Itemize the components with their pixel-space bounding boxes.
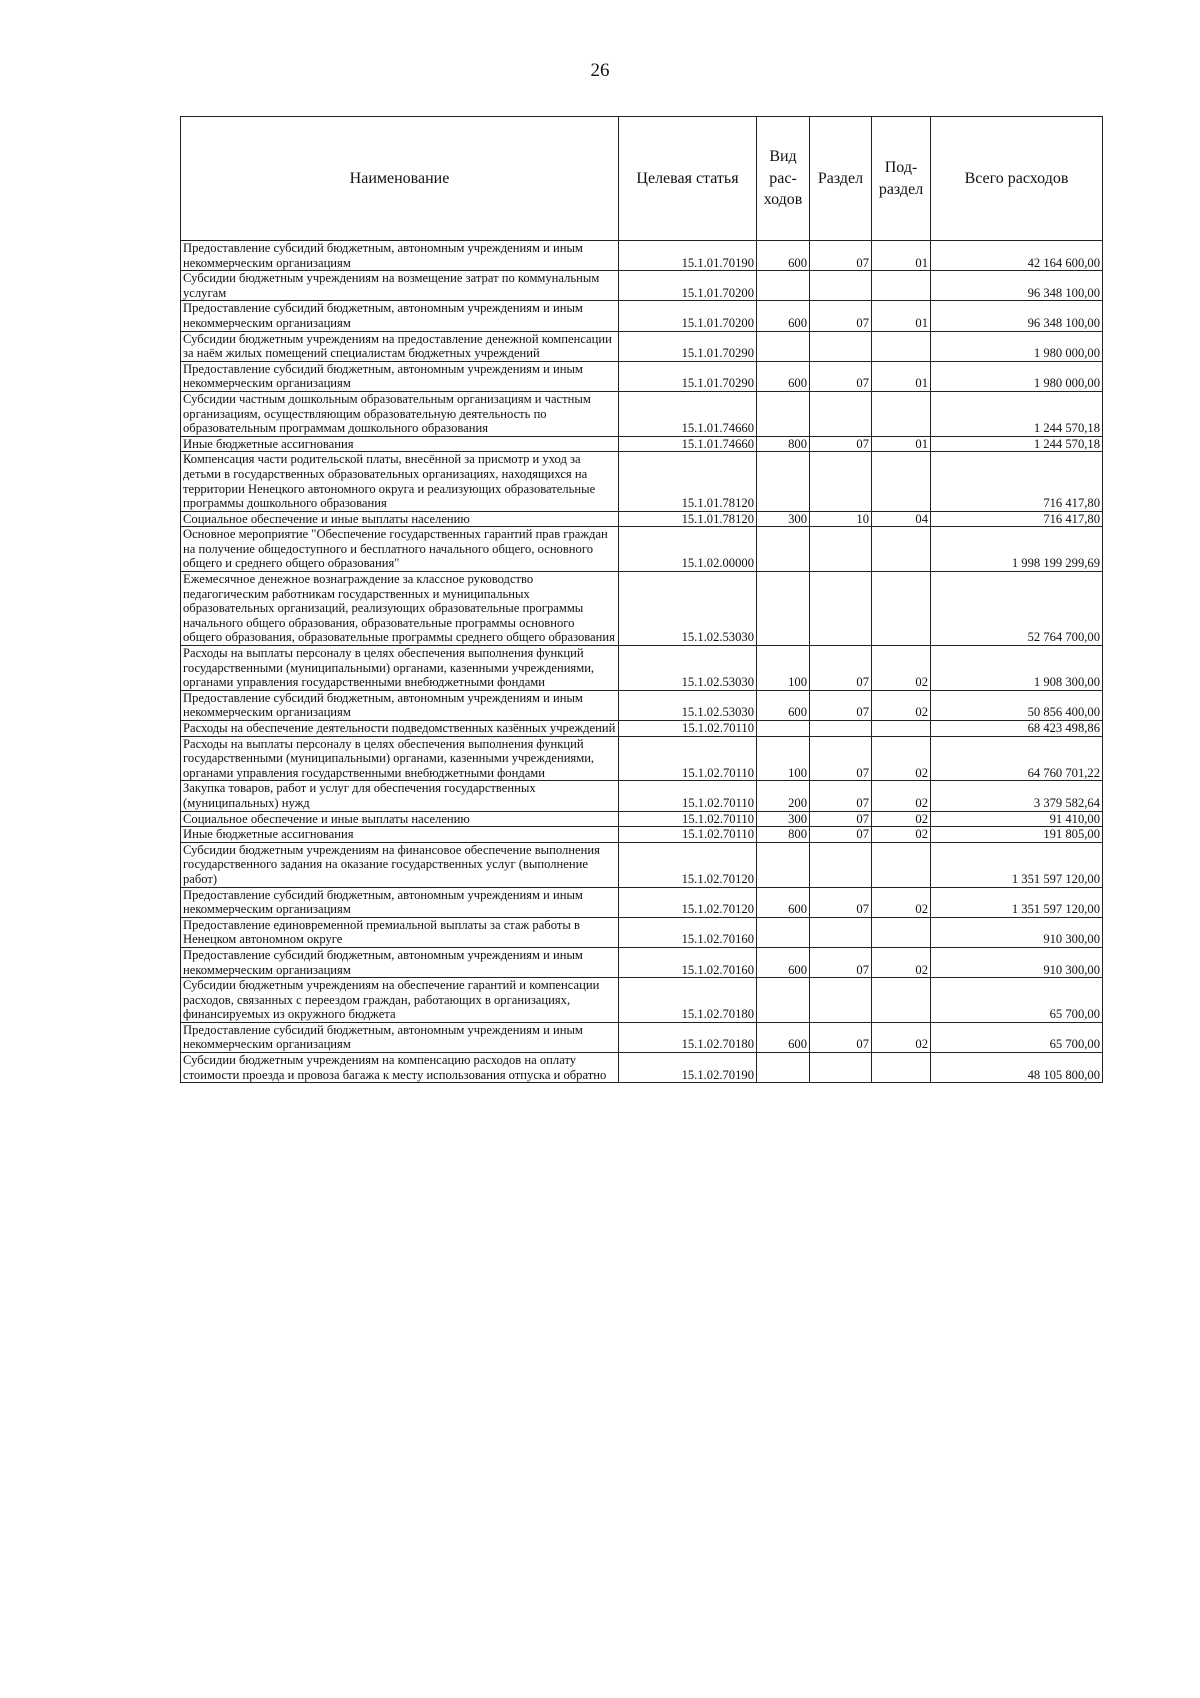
cell-target-code: 15.1.01.78120 bbox=[619, 452, 757, 511]
table-row bbox=[181, 452, 1103, 511]
cell-expense-type bbox=[757, 572, 810, 646]
table-row bbox=[181, 917, 1103, 947]
cell-name: Предоставление субсидий бюджетным, автономным учреждениям и иным некоммерческим организациям bbox=[181, 947, 619, 977]
table-row bbox=[181, 736, 1103, 781]
cell-target-code: 15.1.02.53030 bbox=[619, 572, 757, 646]
cell-subsection: 01 bbox=[872, 361, 931, 391]
cell-target-code: 15.1.02.70120 bbox=[619, 842, 757, 887]
cell-total: 1 980 000,00 bbox=[931, 361, 1103, 391]
cell-target-code: 15.1.02.70110 bbox=[619, 781, 757, 811]
cell-total: 42 164 600,00 bbox=[931, 241, 1103, 271]
cell-total: 64 760 701,22 bbox=[931, 736, 1103, 781]
cell-expense-type: 600 bbox=[757, 361, 810, 391]
cell-total: 96 348 100,00 bbox=[931, 271, 1103, 301]
table-row bbox=[181, 241, 1103, 271]
cell-subsection bbox=[872, 917, 931, 947]
cell-target-code: 15.1.02.70180 bbox=[619, 1022, 757, 1052]
table-body bbox=[181, 241, 1103, 1083]
cell-subsection: 02 bbox=[872, 736, 931, 781]
cell-section: 07 bbox=[810, 947, 872, 977]
cell-name: Расходы на выплаты персоналу в целях обеспечения выполнения функций государственными (муниципальными) органами, казенными учреждениями, органами управления государственными внебюджетными фондами bbox=[181, 646, 619, 691]
table-row bbox=[181, 436, 1103, 452]
cell-name: Предоставление субсидий бюджетным, автономным учреждениям и иным некоммерческим организациям bbox=[181, 1022, 619, 1052]
cell-total: 1 351 597 120,00 bbox=[931, 842, 1103, 887]
cell-section: 07 bbox=[810, 436, 872, 452]
cell-total: 1 980 000,00 bbox=[931, 331, 1103, 361]
cell-expense-type: 100 bbox=[757, 646, 810, 691]
cell-subsection bbox=[872, 527, 931, 572]
table-row bbox=[181, 978, 1103, 1023]
cell-target-code: 15.1.02.70110 bbox=[619, 827, 757, 843]
cell-section: 07 bbox=[810, 361, 872, 391]
cell-total: 716 417,80 bbox=[931, 452, 1103, 511]
cell-name: Социальное обеспечение и иные выплаты населению bbox=[181, 811, 619, 827]
cell-total: 716 417,80 bbox=[931, 511, 1103, 527]
cell-expense-type: 800 bbox=[757, 436, 810, 452]
cell-subsection: 01 bbox=[872, 301, 931, 331]
table-row bbox=[181, 887, 1103, 917]
cell-section: 07 bbox=[810, 1022, 872, 1052]
cell-subsection bbox=[872, 391, 931, 436]
table-row bbox=[181, 361, 1103, 391]
cell-total: 68 423 498,86 bbox=[931, 721, 1103, 737]
cell-total: 1 244 570,18 bbox=[931, 391, 1103, 436]
cell-name: Расходы на выплаты персоналу в целях обеспечения выполнения функций государственными (муниципальными) органами, казенными учреждениями, органами управления государственными внебюджетными фондами bbox=[181, 736, 619, 781]
cell-name: Закупка товаров, работ и услуг для обеспечения государственных (муниципальных) нужд bbox=[181, 781, 619, 811]
cell-total: 910 300,00 bbox=[931, 917, 1103, 947]
cell-section: 07 bbox=[810, 301, 872, 331]
table-row bbox=[181, 511, 1103, 527]
table-row bbox=[181, 781, 1103, 811]
cell-expense-type bbox=[757, 331, 810, 361]
cell-subsection: 02 bbox=[872, 646, 931, 691]
cell-section bbox=[810, 842, 872, 887]
cell-target-code: 15.1.01.70200 bbox=[619, 301, 757, 331]
cell-name: Основное мероприятие "Обеспечение государственных гарантий прав граждан на получение общедоступного и бесплатного начального общего, основного общего и среднего общего образования" bbox=[181, 527, 619, 572]
table-row bbox=[181, 331, 1103, 361]
cell-subsection: 02 bbox=[872, 887, 931, 917]
cell-target-code: 15.1.01.74660 bbox=[619, 391, 757, 436]
cell-expense-type: 200 bbox=[757, 781, 810, 811]
table-row bbox=[181, 1053, 1103, 1083]
header-subsection: Под- раздел bbox=[872, 117, 931, 241]
cell-subsection bbox=[872, 1053, 931, 1083]
table-row bbox=[181, 527, 1103, 572]
cell-section: 07 bbox=[810, 646, 872, 691]
header-name: Наименование bbox=[181, 117, 619, 241]
cell-subsection: 01 bbox=[872, 241, 931, 271]
cell-expense-type bbox=[757, 271, 810, 301]
table-row bbox=[181, 1022, 1103, 1052]
cell-section bbox=[810, 1053, 872, 1083]
cell-section: 07 bbox=[810, 811, 872, 827]
cell-section bbox=[810, 331, 872, 361]
cell-total: 1 351 597 120,00 bbox=[931, 887, 1103, 917]
cell-name: Ежемесячное денежное вознаграждение за классное руководство педагогическим работникам государственных и муниципальных образовательных организаций, реализующих образовательные программы начального общего образования, образовательные программы основного общего образования, образовательные программы среднего общего образования bbox=[181, 572, 619, 646]
cell-expense-type: 600 bbox=[757, 690, 810, 720]
cell-name: Иные бюджетные ассигнования bbox=[181, 436, 619, 452]
cell-total: 1 908 300,00 bbox=[931, 646, 1103, 691]
cell-name: Субсидии частным дошкольным образовательным организациям и частным организациям, осуществляющим образовательную деятельность по образовательным программам дошкольного образования bbox=[181, 391, 619, 436]
cell-name: Субсидии бюджетным учреждениям на обеспечение гарантий и компенсации расходов, связанных с переездом граждан, работающих в организациях, финансируемых из окружного бюджета bbox=[181, 978, 619, 1023]
cell-target-code: 15.1.01.70190 bbox=[619, 241, 757, 271]
cell-section bbox=[810, 271, 872, 301]
cell-section bbox=[810, 572, 872, 646]
table-row bbox=[181, 811, 1103, 827]
cell-subsection bbox=[872, 572, 931, 646]
cell-expense-type: 600 bbox=[757, 1022, 810, 1052]
header-type: Вид рас- ходов bbox=[757, 117, 810, 241]
table-row bbox=[181, 391, 1103, 436]
cell-target-code: 15.1.02.70160 bbox=[619, 947, 757, 977]
cell-section bbox=[810, 391, 872, 436]
cell-section: 07 bbox=[810, 827, 872, 843]
cell-subsection: 02 bbox=[872, 1022, 931, 1052]
cell-section: 07 bbox=[810, 690, 872, 720]
cell-name: Предоставление субсидий бюджетным, автономным учреждениям и иным некоммерческим организациям bbox=[181, 241, 619, 271]
cell-subsection bbox=[872, 331, 931, 361]
cell-total: 3 379 582,64 bbox=[931, 781, 1103, 811]
cell-section bbox=[810, 917, 872, 947]
cell-target-code: 15.1.02.53030 bbox=[619, 690, 757, 720]
cell-name: Предоставление субсидий бюджетным, автономным учреждениям и иным некоммерческим организациям bbox=[181, 887, 619, 917]
cell-name: Предоставление субсидий бюджетным, автономным учреждениям и иным некоммерческим организациям bbox=[181, 690, 619, 720]
cell-subsection: 04 bbox=[872, 511, 931, 527]
budget-table bbox=[180, 116, 1103, 1083]
cell-target-code: 15.1.01.70290 bbox=[619, 331, 757, 361]
cell-expense-type: 300 bbox=[757, 811, 810, 827]
cell-name: Предоставление единовременной премиальной выплаты за стаж работы в Ненецком автономном округе bbox=[181, 917, 619, 947]
cell-name: Расходы на обеспечение деятельности подведомственных казённых учреждений bbox=[181, 721, 619, 737]
cell-target-code: 15.1.01.70290 bbox=[619, 361, 757, 391]
cell-section: 07 bbox=[810, 887, 872, 917]
cell-total: 65 700,00 bbox=[931, 978, 1103, 1023]
cell-target-code: 15.1.02.70110 bbox=[619, 736, 757, 781]
cell-name: Иные бюджетные ассигнования bbox=[181, 827, 619, 843]
cell-expense-type: 300 bbox=[757, 511, 810, 527]
table-row bbox=[181, 827, 1103, 843]
table-row bbox=[181, 572, 1103, 646]
cell-expense-type: 600 bbox=[757, 947, 810, 977]
cell-target-code: 15.1.02.70120 bbox=[619, 887, 757, 917]
cell-name: Предоставление субсидий бюджетным, автономным учреждениям и иным некоммерческим организациям bbox=[181, 361, 619, 391]
cell-expense-type bbox=[757, 391, 810, 436]
cell-target-code: 15.1.02.70190 bbox=[619, 1053, 757, 1083]
cell-target-code: 15.1.02.00000 bbox=[619, 527, 757, 572]
cell-subsection bbox=[872, 978, 931, 1023]
cell-name: Субсидии бюджетным учреждениям на предоставление денежной компенсации за наём жилых помещений специалистам бюджетных учреждений bbox=[181, 331, 619, 361]
cell-target-code: 15.1.01.74660 bbox=[619, 436, 757, 452]
cell-total: 48 105 800,00 bbox=[931, 1053, 1103, 1083]
cell-subsection bbox=[872, 721, 931, 737]
cell-expense-type: 600 bbox=[757, 887, 810, 917]
cell-subsection: 02 bbox=[872, 811, 931, 827]
cell-target-code: 15.1.02.70110 bbox=[619, 721, 757, 737]
cell-expense-type bbox=[757, 842, 810, 887]
table-row bbox=[181, 721, 1103, 737]
cell-target-code: 15.1.02.70180 bbox=[619, 978, 757, 1023]
page-number: 26 bbox=[590, 60, 610, 81]
cell-subsection: 02 bbox=[872, 947, 931, 977]
cell-total: 1 244 570,18 bbox=[931, 436, 1103, 452]
cell-total: 191 805,00 bbox=[931, 827, 1103, 843]
cell-name: Субсидии бюджетным учреждениям на возмещение затрат по коммунальным услугам bbox=[181, 271, 619, 301]
cell-section: 07 bbox=[810, 241, 872, 271]
cell-expense-type bbox=[757, 978, 810, 1023]
cell-target-code: 15.1.01.70200 bbox=[619, 271, 757, 301]
cell-subsection: 02 bbox=[872, 690, 931, 720]
cell-total: 910 300,00 bbox=[931, 947, 1103, 977]
cell-subsection: 02 bbox=[872, 827, 931, 843]
table-row bbox=[181, 271, 1103, 301]
cell-expense-type: 600 bbox=[757, 241, 810, 271]
cell-section: 10 bbox=[810, 511, 872, 527]
cell-section bbox=[810, 721, 872, 737]
header-section: Раздел bbox=[810, 117, 872, 241]
cell-expense-type: 600 bbox=[757, 301, 810, 331]
cell-expense-type bbox=[757, 721, 810, 737]
cell-name: Субсидии бюджетным учреждениям на компенсацию расходов на оплату стоимости проезда и провоза багажа к месту использования отпуска и обратно bbox=[181, 1053, 619, 1083]
cell-target-code: 15.1.02.70110 bbox=[619, 811, 757, 827]
cell-subsection: 01 bbox=[872, 436, 931, 452]
cell-total: 91 410,00 bbox=[931, 811, 1103, 827]
cell-total: 96 348 100,00 bbox=[931, 301, 1103, 331]
header-target: Целевая статья bbox=[619, 117, 757, 241]
cell-name: Социальное обеспечение и иные выплаты населению bbox=[181, 511, 619, 527]
cell-section: 07 bbox=[810, 736, 872, 781]
cell-name: Субсидии бюджетным учреждениям на финансовое обеспечение выполнения государственного задания на оказание государственных услуг (выполнение работ) bbox=[181, 842, 619, 887]
cell-section: 07 bbox=[810, 781, 872, 811]
cell-expense-type bbox=[757, 917, 810, 947]
cell-total: 52 764 700,00 bbox=[931, 572, 1103, 646]
cell-subsection bbox=[872, 271, 931, 301]
table-row bbox=[181, 646, 1103, 691]
table-row bbox=[181, 301, 1103, 331]
cell-section bbox=[810, 452, 872, 511]
cell-expense-type bbox=[757, 1053, 810, 1083]
cell-section bbox=[810, 978, 872, 1023]
cell-expense-type bbox=[757, 452, 810, 511]
header-total: Всего расходов bbox=[931, 117, 1103, 241]
table-row bbox=[181, 690, 1103, 720]
cell-target-code: 15.1.02.53030 bbox=[619, 646, 757, 691]
table-header-row bbox=[181, 117, 1103, 241]
cell-subsection: 02 bbox=[872, 781, 931, 811]
cell-expense-type: 800 bbox=[757, 827, 810, 843]
cell-expense-type bbox=[757, 527, 810, 572]
cell-name: Компенсация части родительской платы, внесённой за присмотр и уход за детьми в государственных образовательных организациях, находящихся на территории Ненецкого автономного округа и реализующих образовательные программы дошкольного образования bbox=[181, 452, 619, 511]
cell-total: 50 856 400,00 bbox=[931, 690, 1103, 720]
cell-target-code: 15.1.02.70160 bbox=[619, 917, 757, 947]
cell-subsection bbox=[872, 842, 931, 887]
cell-subsection bbox=[872, 452, 931, 511]
cell-name: Предоставление субсидий бюджетным, автономным учреждениям и иным некоммерческим организациям bbox=[181, 301, 619, 331]
table-row bbox=[181, 842, 1103, 887]
cell-section bbox=[810, 527, 872, 572]
cell-total: 1 998 199 299,69 bbox=[931, 527, 1103, 572]
cell-total: 65 700,00 bbox=[931, 1022, 1103, 1052]
cell-target-code: 15.1.01.78120 bbox=[619, 511, 757, 527]
table-row bbox=[181, 947, 1103, 977]
cell-expense-type: 100 bbox=[757, 736, 810, 781]
